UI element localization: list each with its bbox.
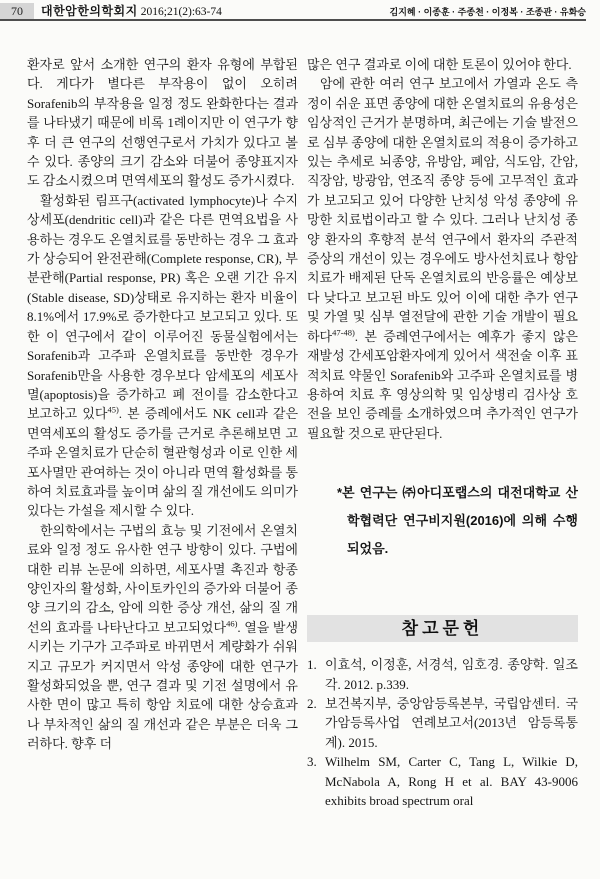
reference-text: Wilhelm SM, Carter C, Tang L, Wilkie D, McNabola A, Rong H et al. BAY 43-9006 exhibits broad spectrum oral [325, 754, 578, 808]
page-number: 70 [0, 3, 34, 19]
left-column [27, 55, 298, 879]
reference-number: 2. [307, 695, 317, 711]
body-paragraph: 많은 연구 결과로 이에 대한 토론이 있어야 한다. [307, 57, 572, 72]
reference-item [307, 752, 578, 810]
reference-item [307, 655, 578, 694]
body-paragraph: 환자로 앞서 소개한 연구의 환자 유형에 부합된다. 게다가 별다른 부작용이 없이 오히려 Sorafenib의 부작용을 일정 정도 완화한다는 결과를 나타냈기 때문에 비록 1례이지만 이 연구가 향후 더 큰 연구의 선행연구로서 가치가 있다고 볼 수 있다. 종양의 크기 감소와 더불어 종양표지자도 감소시켰으며 면역세포의 활성도 증가시켰다. [27, 57, 298, 189]
running-head [0, 3, 586, 21]
paragraph-text: . 본 증례연구에서는 예후가 좋지 않은 재발성 간세포암환자에게 있어서 색전술 이후 표적치료 약물인 Sorafenib와 고주파 온열치료를 병용하여 치료 후 영상의학 및 임상병리 검사상 호전을 보인 증례를 소개하였으며 추가적인 연구가 필요할 것으로 판단된다. [307, 328, 578, 441]
citation-superscript: 47-48) [332, 327, 355, 338]
body-paragraph [27, 191, 298, 521]
article-body [27, 55, 578, 879]
body-paragraph [307, 74, 578, 443]
reference-number: 1. [307, 657, 317, 673]
funding-acknowledgement: *본 연구는 ㈜아디포랩스의 대전대학교 산학협력단 연구비지원(2016)에 의해 수행되었음. [337, 485, 578, 557]
journal-info [41, 2, 222, 20]
reference-item [307, 694, 578, 752]
paragraph-text: 한의학에서는 구법의 효능 및 기전에서 온열치료와 일정 정도 유사한 연구 방향이 있다. 구법에 대한 리뷰 논문에 의하면, 세포사멸 촉진과 항종양인자의 활성화, 사이토카인의 증가와 더불어 종양 크기의 감소, 암에 의한 증상 개선, 삶의 질 개선의 효과를 나타난다고 보고되었다 [27, 522, 298, 635]
author-names: 김지혜 · 이종훈 · 주종천 · 이정복 · 조종관 · 유화승 [389, 6, 586, 17]
paragraph-text: . 열을 발생시키는 기구가 고주파로 바뀌면서 계량화가 쉬워지고 규모가 커지면서 악성 종양에 대한 연구가 활성화되었을 뿐, 연구 결과 및 기전 설명에서 유사한 면이 많고 특히 항암 치료에 대한 상승효과나 부차적인 삶의 질 개선과 같은 부분은 더욱 그러하다. 향후 더 [27, 619, 298, 752]
references-section-title: 참고문헌 [307, 615, 578, 642]
citation-superscript: 46) [226, 618, 238, 629]
reference-text: 보건복지부, 중앙암등록본부, 국립암센터. 국가암등록사업 연례보고서(2013년 암등록통계). 2015. [325, 695, 578, 750]
paragraph-text: 활성화된 림프구(activated lymphocyte)나 수지상세포(dendritic cell)과 같은 다른 면역요법을 사용하는 경우도 온열치료를 동반하는 경우 그 효과가 상승되어 완전관해(Complete response, CR), 부분관해(Partial response, PR) 혹은 오랜 기간 유지(Stable disease, SD)상태로 유지하는 환자 비율이 8.1%에서 17.9%로 증가한다고 보고되고 있다. 또한 이 연구에서 같이 이루어진 동물실험에서는 Sorafenib과 고주파 온열치료를 동반한 경우가 Sorafenib만을 사용한 경우보다 암세포의 세포사멸(apoptosis)을 증가하고 폐 전이를 감소한다고 보고하고 있다 [27, 192, 298, 422]
reference-number: 3. [307, 754, 317, 770]
paragraph-text: 암에 관한 여러 연구 보고에서 가열과 온도 측정이 쉬운 표면 종양에 대한 온열치료의 유용성은 임상적인 근거가 분명하며, 최근에는 기술 발전으로 심부 종양에 대한 온열치료의 적용이 증가하고 있는 추세로 뇌종양, 유방암, 폐암, 식도암, 간암, 직장암, 방광암, 연조직 종양 등에 고무적인 효과가 보고되고 있어 다양한 난치성 악성 종양에 유망한 치료법이라고 할 수 있다. 그러나 난치성 종양 환자의 후향적 분석 연구에서 환자의 주관적 증상의 개선이 있는 경우에도 방사선치료나 항암치료가 배제된 단독 온열치료의 반응률은 예상보다 낮다고 보고된 바도 있어 이에 대한 추가 연구 및 가열 및 심부 열전달에 관한 기술 개발이 필요하다 [307, 76, 578, 344]
right-column [307, 55, 578, 879]
reference-list [307, 655, 578, 810]
paragraph-text: . 본 증례에서도 NK cell과 같은 면역세포의 활성도 증가를 근거로 추론해보면 고주파 온열치료가 단순히 혈관형성과 이로 인한 세포사멸만 관여하는 것이 아니라 면역 활성화를 통하여 치료효과를 높이며 삶의 질 개선에도 의미가 있다는 가설을 제시할 수 있다. [27, 406, 298, 519]
body-paragraph [27, 521, 298, 754]
reference-text: 이효석, 이정훈, 서경석, 임호경. 종양학. 일조각. 2012. p.339. [325, 657, 578, 692]
citation-superscript: 45) [107, 404, 119, 415]
journal-title: 대한암한의학회지 [41, 4, 138, 18]
journal-citation: 2016;21(2):63-74 [140, 6, 222, 18]
